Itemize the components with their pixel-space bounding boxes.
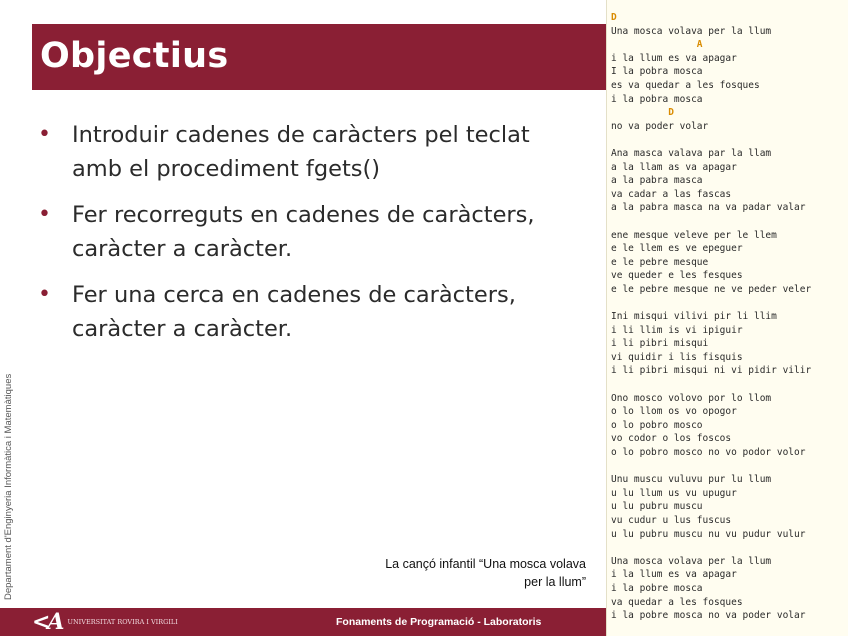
- song-chord: D: [611, 107, 674, 119]
- song-line: es va quedar a les fosques: [611, 79, 760, 91]
- song-line: o lo pobro mosco no vo podor volor: [611, 447, 806, 458]
- song-chord: D: [611, 12, 617, 23]
- song-caption: [346, 555, 586, 591]
- song-line: I la pobra mosca: [611, 66, 703, 78]
- song-line: [611, 296, 811, 310]
- song-line: i li pibri misqui ni vi pidir vilir: [611, 365, 812, 377]
- page-title: Objectius: [40, 36, 229, 76]
- bullet-icon: •: [38, 282, 51, 307]
- song-line: i la llum es va apagar: [611, 569, 737, 581]
- song-line: i la pobre mosca: [611, 582, 703, 594]
- song-line: vi quidir i lis fisquis: [611, 351, 743, 363]
- song-line: ve queder e les fesques: [611, 270, 743, 282]
- song-line: [611, 378, 811, 392]
- song-line: e le llem es ve epeguer: [611, 243, 743, 255]
- song-line: Ana masca valava par la llam: [611, 147, 772, 159]
- logo-text: UNIVERSITAT ROVIRA I VIRGILI: [67, 618, 178, 626]
- song-line: a la pabra masca: [611, 175, 703, 187]
- footer-course-title: Fonaments de Programació - Laboratoris: [336, 616, 542, 628]
- song-line: Ini misqui vilivi pir li llim: [611, 311, 777, 323]
- song-caption-line: per la llum”: [524, 575, 586, 589]
- song-line: o lo pobro mosco: [611, 419, 703, 431]
- logo-mark-icon: <A: [32, 609, 62, 635]
- song-line: ene mesque veleve per le llem: [611, 229, 777, 241]
- university-logo: [32, 609, 178, 635]
- song-line: va cadar a las fascas: [611, 188, 732, 200]
- song-line: i li llim is vi ipiguir: [611, 324, 743, 336]
- song-line: i la llum es va apagar: [611, 52, 737, 64]
- objective-text: Introduir cadenes de caràcters pel teclat amb el procediment fgets(): [72, 122, 530, 182]
- objective-text: Fer una cerca en cadenes de caràcters, caràcter a caràcter.: [72, 282, 516, 342]
- bullet-icon: •: [38, 122, 51, 147]
- song-line: u lu llum us vu upugur: [611, 487, 737, 499]
- song-lyrics: [611, 11, 811, 623]
- song-line: a la pabra masca na va padar valar: [611, 202, 806, 214]
- song-line: no va poder volar: [611, 120, 709, 132]
- objective-item: [36, 198, 576, 266]
- department-label: Departament d'Enginyeria Informàtica i Matemàtiques: [3, 373, 14, 600]
- song-line: i li pibri misqui: [611, 338, 709, 350]
- song-line: [611, 460, 811, 474]
- song-line: [611, 541, 811, 555]
- song-line: o lo llom os vo opogor: [611, 406, 737, 418]
- objective-item: [36, 278, 576, 346]
- objective-text: Fer recorreguts en cadenes de caràcters, caràcter a caràcter.: [72, 202, 535, 262]
- song-line: [611, 133, 811, 147]
- song-line: va quedar a les fosques: [611, 596, 743, 608]
- song-line: Una mosca volava per la llum: [611, 555, 772, 567]
- song-line: e le pebre mesque ne ve peder veler: [611, 283, 812, 295]
- song-line: u lu pubru muscu: [611, 501, 703, 513]
- song-line: a la llam as va apagar: [611, 161, 737, 173]
- song-line: vu cudur u lus fuscus: [611, 514, 732, 526]
- song-caption-line: La cançó infantil “Una mosca volava: [385, 557, 586, 571]
- song-line: u lu pubru muscu nu vu pudur vulur: [611, 528, 806, 540]
- song-chord: A: [611, 39, 703, 51]
- song-line: e le pebre mesque: [611, 256, 709, 268]
- song-panel: [606, 0, 848, 636]
- bullet-icon: •: [38, 202, 51, 227]
- objective-item: [36, 118, 576, 186]
- song-line: i la pobra mosca: [611, 93, 703, 105]
- song-line: i la pobre mosca no va poder volar: [611, 610, 806, 622]
- song-line: [611, 215, 811, 229]
- song-line: Una mosca volava per la llum: [611, 25, 772, 37]
- song-line: vo codor o los foscos: [611, 433, 732, 445]
- song-line: Ono mosco volovo por lo llom: [611, 392, 772, 404]
- song-line: Unu muscu vuluvu pur lu llum: [611, 474, 772, 486]
- objectives-list: [36, 118, 576, 358]
